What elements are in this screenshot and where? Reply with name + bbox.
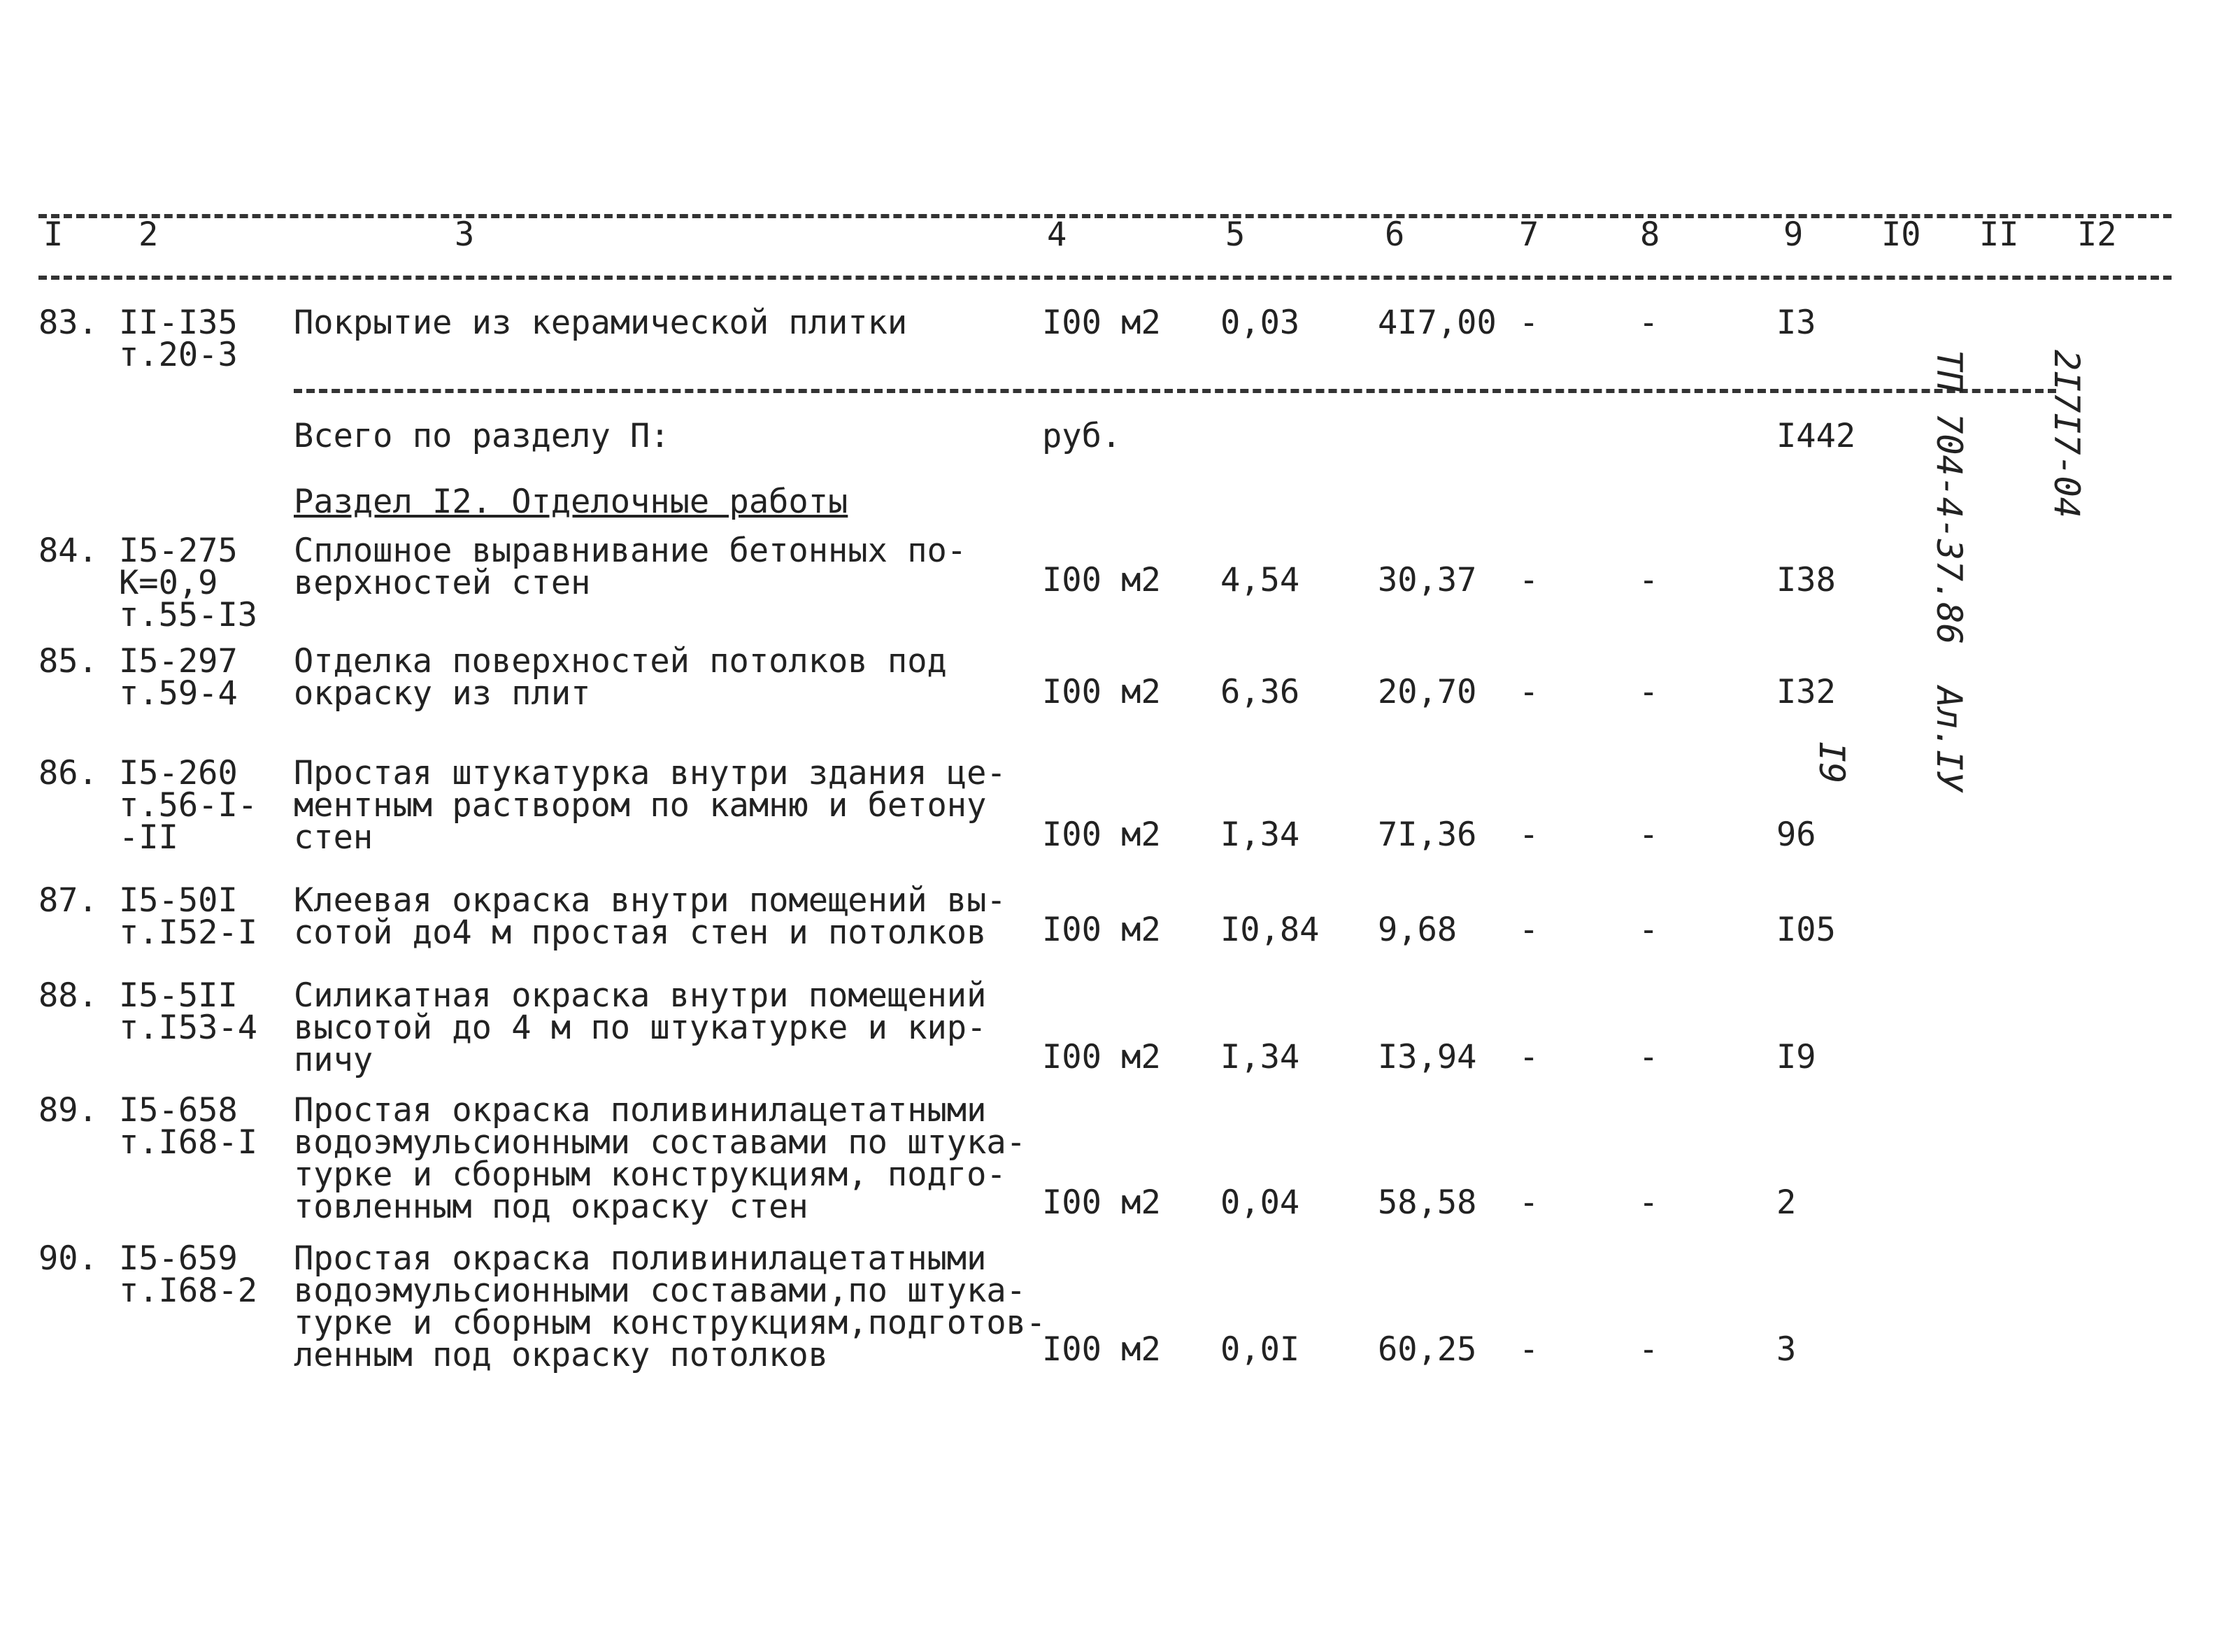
row-col-7: - <box>1519 561 1539 599</box>
header-bottom-rule <box>38 276 2172 280</box>
row-description-line: пичу <box>294 1041 373 1079</box>
row-col-7: - <box>1519 673 1539 711</box>
row-quantity: I,34 <box>1220 1038 1300 1076</box>
side-note-line: ТП 704-4-37.86 Ал.IУ <box>1929 350 1969 792</box>
header-col-11: II <box>1979 215 2019 254</box>
row-description-line: Силикатная окраска внутри помещений <box>294 976 987 1015</box>
row-unit: I00 м2 <box>1042 1038 1161 1076</box>
row-code-line: I5-658 <box>119 1091 238 1130</box>
row-description-line: ленным под окраску потолков <box>294 1336 829 1374</box>
row-col-7: - <box>1519 1183 1539 1222</box>
row-col-7: - <box>1519 816 1539 854</box>
header-col-2: 2 <box>138 215 159 254</box>
row-quantity: 0,04 <box>1220 1183 1300 1222</box>
row-quantity: 6,36 <box>1220 673 1300 711</box>
row-total: 3 <box>1776 1330 1797 1369</box>
row-description-line: Простая штукатурка внутри здания це- <box>294 754 1006 792</box>
row-code-line: т.I53-4 <box>119 1009 258 1047</box>
row-col-7: - <box>1519 911 1539 949</box>
row-description-line: Сплошное выравнивание бетонных по- <box>294 532 967 570</box>
row-unit-price: 7I,36 <box>1378 816 1477 854</box>
row-description-line: высотой до 4 м по штукатурке и кир- <box>294 1009 987 1047</box>
row-col-7: - <box>1519 304 1539 342</box>
row-code-line: т.56-I- <box>119 786 258 825</box>
row-code-line: т.I68-2 <box>119 1272 258 1310</box>
row-col-8: - <box>1639 911 1659 949</box>
row-description-line: водоэмульсионными составами,по штука- <box>294 1272 1026 1310</box>
header-col-7: 7 <box>1519 215 1539 254</box>
row-total: 96 <box>1776 816 1816 854</box>
row-unit-price: 58,58 <box>1378 1183 1477 1222</box>
header-col-10: I0 <box>1881 215 1921 254</box>
header-col-5: 5 <box>1225 215 1246 254</box>
header-col-8: 8 <box>1640 215 1660 254</box>
row-description-line: турке и сборным конструкциям,подготов- <box>294 1304 1046 1342</box>
row-unit: I00 м2 <box>1042 304 1161 342</box>
row-description-line: турке и сборным конструкциям, подго- <box>294 1155 1006 1194</box>
header-col-12: I2 <box>2077 215 2117 254</box>
row-col-7: - <box>1519 1330 1539 1369</box>
row-unit: I00 м2 <box>1042 816 1161 854</box>
header-col-6: 6 <box>1385 215 1405 254</box>
row-code-line: -II <box>119 818 178 857</box>
row-code-line: I5-50I <box>119 881 238 920</box>
row-col-8: - <box>1639 673 1659 711</box>
row-unit-price: 4I7,00 <box>1378 304 1497 342</box>
side-note-page: I9 <box>1811 741 1852 784</box>
row-number: 86. <box>38 754 98 792</box>
subtotal-label: Всего по разделу П: <box>294 417 670 455</box>
row-code-line: II-I35 <box>119 304 238 342</box>
row-code-line: I5-297 <box>119 642 238 681</box>
side-note-line: 2I7I7-04 <box>2046 350 2087 518</box>
row-total: I32 <box>1776 673 1836 711</box>
row-description-line: сотой до4 м простая стен и потолков <box>294 913 987 952</box>
row-quantity: I0,84 <box>1220 911 1320 949</box>
row-col-7: - <box>1519 1038 1539 1076</box>
side-margin-note <box>1773 350 2165 792</box>
row-number: 83. <box>38 304 98 342</box>
row-description-line: ментным раствором по камню и бетону <box>294 786 987 825</box>
header-col-4: 4 <box>1047 215 1067 254</box>
row-code-line: т.59-4 <box>119 674 238 713</box>
row-code-line: I5-275 <box>119 532 238 570</box>
row-unit: I00 м2 <box>1042 561 1161 599</box>
row-code-line: I5-260 <box>119 754 238 792</box>
row-code-line: т.55-I3 <box>119 596 258 634</box>
row-total: I05 <box>1776 911 1836 949</box>
row-unit-price: 30,37 <box>1378 561 1477 599</box>
row-description-line: Клеевая окраска внутри помещений вы- <box>294 881 1006 920</box>
row-code-line: т.20-3 <box>119 336 238 374</box>
row-description-line: Простая окраска поливинилацетатными <box>294 1239 987 1278</box>
row-unit: I00 м2 <box>1042 1183 1161 1222</box>
row-number: 89. <box>38 1091 98 1130</box>
row-unit-price: 9,68 <box>1378 911 1457 949</box>
row-total: 2 <box>1776 1183 1797 1222</box>
row-total: I9 <box>1776 1038 1816 1076</box>
row-col-8: - <box>1639 561 1659 599</box>
row-code-line: I5-659 <box>119 1239 238 1278</box>
row-unit-price: I3,94 <box>1378 1038 1477 1076</box>
row-total: I38 <box>1776 561 1836 599</box>
row-quantity: 4,54 <box>1220 561 1300 599</box>
row-description-line: Простая окраска поливинилацетатными <box>294 1091 987 1130</box>
row-code-line: т.I52-I <box>119 913 258 952</box>
row-description-line: водоэмульсионными составами по штука- <box>294 1123 1026 1162</box>
row-description-line: товленным под окраску стен <box>294 1188 808 1226</box>
subtotal-total: I442 <box>1776 417 1856 455</box>
row-unit: I00 м2 <box>1042 911 1161 949</box>
row-col-8: - <box>1639 1330 1659 1369</box>
row-code-line: I5-5II <box>119 976 238 1015</box>
header-col-9: 9 <box>1783 215 1804 254</box>
row-unit: I00 м2 <box>1042 1330 1161 1369</box>
row-number: 85. <box>38 642 98 681</box>
row-number: 88. <box>38 976 98 1015</box>
row-number: 90. <box>38 1239 98 1278</box>
row-description-line: стен <box>294 818 373 857</box>
row-col-8: - <box>1639 816 1659 854</box>
row-number: 84. <box>38 532 98 570</box>
row-description-line: окраску из плит <box>294 674 591 713</box>
header-top-rule <box>38 214 2172 218</box>
header-col-1: I <box>43 215 64 254</box>
row-number: 87. <box>38 881 98 920</box>
row-description-line: Отделка поверхностей потолков под <box>294 642 947 681</box>
row-quantity: I,34 <box>1220 816 1300 854</box>
row-code-line: т.I68-I <box>119 1123 258 1162</box>
row-quantity: 0,0I <box>1220 1330 1300 1369</box>
row-unit: I00 м2 <box>1042 673 1161 711</box>
row-col-8: - <box>1639 1038 1659 1076</box>
row-total: I3 <box>1776 304 1816 342</box>
row-col-8: - <box>1639 304 1659 342</box>
section-heading: Раздел I2. Отделочные работы <box>294 483 848 521</box>
subtotal-unit: руб. <box>1042 417 1122 455</box>
row-col-8: - <box>1639 1183 1659 1222</box>
row-unit-price: 60,25 <box>1378 1330 1477 1369</box>
row-unit-price: 20,70 <box>1378 673 1477 711</box>
row-code-line: К=0,9 <box>119 564 218 602</box>
row-description-line: верхностей стен <box>294 564 591 602</box>
header-col-3: 3 <box>455 215 475 254</box>
row-description-line: Покрытие из керамической плитки <box>294 304 908 342</box>
row-quantity: 0,03 <box>1220 304 1300 342</box>
